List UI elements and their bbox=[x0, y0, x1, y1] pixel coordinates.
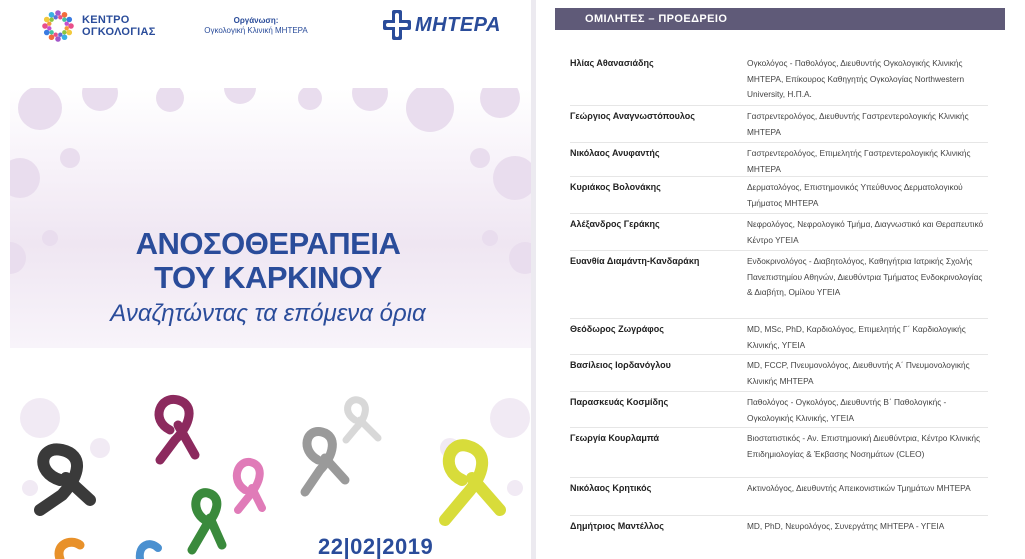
purple-ribbon-icon bbox=[159, 399, 195, 460]
speaker-role: Γαστρεντερολόγος, Επιμελητής Γαστρεντερολογικής Κλινικής ΜΗΤΕΡΑ bbox=[747, 148, 971, 174]
speaker-name: Νικόλαος Κρητικός bbox=[570, 483, 652, 493]
row-divider bbox=[570, 515, 988, 516]
cover-title-line1: ΑΝΟΣΟΘΕΡΑΠΕΙΑ bbox=[135, 226, 401, 261]
row-divider bbox=[570, 176, 988, 177]
silver-ribbon-icon bbox=[346, 400, 378, 440]
row-divider bbox=[570, 427, 988, 428]
row-divider bbox=[570, 477, 988, 478]
mitera-cross-icon bbox=[383, 10, 411, 40]
green-ribbon-icon bbox=[192, 493, 222, 550]
cover-title-line2: ΤΟΥ ΚΑΡΚΙΝΟΥ bbox=[154, 260, 382, 295]
speaker-role: MD, PhD, Νευρολόγος, Συνεργάτης ΜΗΤΕΡΑ - ΥΓΕΙΑ bbox=[747, 521, 945, 531]
speaker-name: Ηλίας Αθανασιάδης bbox=[570, 58, 654, 68]
oncology-center-logo bbox=[40, 8, 156, 44]
logo-left-line1: ΚΕΝΤΡΟ bbox=[82, 14, 130, 26]
speaker-role: Ογκολόγος - Παθολόγος, Διευθυντής Ογκολογικής Κλινικής ΜΗΤΕΡΑ, Επίκουρος Καθηγητής Ογκολογίας Northwestern University, Η.Π.Α. bbox=[747, 58, 965, 99]
pink-ribbon-icon bbox=[237, 462, 262, 510]
speaker-role: Νεφρολόγος, Νεφρολογικό Τμήμα, Διαγνωστικό και Θεραπευτικό Κέντρο ΥΓΕΙΑ bbox=[747, 219, 984, 245]
flower-logo-icon bbox=[40, 8, 76, 44]
speaker-name: Παρασκευάς Κοσμίδης bbox=[570, 397, 669, 407]
speaker-name: Γεώργιος Αναγνωστόπουλος bbox=[570, 111, 695, 121]
row-divider bbox=[570, 213, 988, 214]
speaker-role: Ακτινολόγος, Διευθυντής Απεικονιστικών Τμημάτων ΜΗΤΕΡΑ bbox=[747, 483, 971, 493]
speaker-role: Παθολόγος - Ογκολόγος, Διευθυντής Β΄ Παθολογικής - Ογκολογικής Κλινικής, ΥΓΕΙΑ bbox=[747, 397, 947, 423]
speaker-role: Δερματολόγος, Επιστημονικός Υπεύθυνος Δερματολογικού Τμήματος ΜΗΤΕΡΑ bbox=[747, 182, 963, 208]
row-divider bbox=[570, 142, 988, 143]
speaker-role: Βιοστατιστικός - Αν. Επιστημονική Διευθύντρια, Κέντρο Κλινικής Επιδημιολογίας & Έκβασης Νοσημάτων (CLEO) bbox=[747, 433, 981, 459]
logo-left-line2: ΟΓΚΟΛΟΓΙΑΣ bbox=[82, 26, 156, 38]
mitera-wordmark: ΜΗΤΕΡΑ bbox=[415, 13, 501, 36]
speaker-role: MD, FCCP, Πνευμονολόγος, Διευθυντής Α΄ Πνευμονολογικής Κλινικής ΜΗΤΕΡΑ bbox=[747, 360, 970, 386]
speaker-name: Δημήτριος Μαντέλλος bbox=[570, 521, 664, 531]
speaker-name: Αλέξανδρος Γεράκης bbox=[570, 219, 660, 229]
black-ribbon-icon bbox=[40, 449, 90, 510]
speaker-name: Ευανθία Διαμάντη-Κανδαράκη bbox=[570, 256, 700, 266]
speaker-name: Νικόλαος Ανυφαντής bbox=[570, 148, 660, 158]
cover-subtitle: Αναζητώντας τα επόμενα όρια bbox=[110, 300, 426, 327]
organizer-name: Ογκολογική Κλινική ΜΗΤΕΡΑ bbox=[204, 26, 308, 35]
awareness-ribbons bbox=[0, 380, 536, 559]
orange-ribbon-icon bbox=[59, 542, 80, 559]
yellow-ribbon-icon bbox=[445, 445, 500, 520]
blue-ribbon-icon bbox=[140, 544, 158, 559]
row-divider bbox=[570, 318, 988, 319]
speaker-role: Ενδοκρινολόγος - Διαβητολόγος, Καθηγήτρια Ιατρικής Σχολής Πανεπιστημίου Αθηνών, Διευθύντρια Τμήματος Ενδοκρινολογίας & Διαβήτη, Ομίλου ΥΓΕΙΑ bbox=[747, 256, 983, 297]
mitera-logo bbox=[383, 10, 501, 40]
organizer bbox=[186, 16, 326, 36]
speakers-header: ΟΜΙΛΗΤΕΣ – ΠΡΟΕΔΡΕΙΟ bbox=[555, 8, 1005, 30]
event-date: 22|02|2019 bbox=[318, 534, 434, 559]
speaker-name: Θεόδωρος Ζωγράφος bbox=[570, 324, 664, 334]
speaker-role: Γαστρεντερολόγος, Διευθυντής Γαστρεντερολογικής Κλινικής ΜΗΤΕΡΑ bbox=[747, 111, 969, 137]
speaker-role: MD, MSc, PhD, Καρδιολόγος, Επιμελητής Γ΄ Καρδιολογικής Κλινικής, ΥΓΕΙΑ bbox=[747, 324, 966, 350]
row-divider bbox=[570, 354, 988, 355]
speaker-name: Βασίλειος Ιορδανόγλου bbox=[570, 360, 671, 370]
gray-ribbon-icon bbox=[305, 432, 345, 492]
row-divider bbox=[570, 250, 988, 251]
speaker-name: Κυριάκος Βολονάκης bbox=[570, 182, 661, 192]
speaker-name: Γεωργία Κουρλαμπά bbox=[570, 433, 660, 443]
row-divider bbox=[570, 391, 988, 392]
row-divider bbox=[570, 105, 988, 106]
speakers-page bbox=[536, 0, 1025, 559]
organizer-label: Οργάνωση: bbox=[233, 16, 279, 25]
